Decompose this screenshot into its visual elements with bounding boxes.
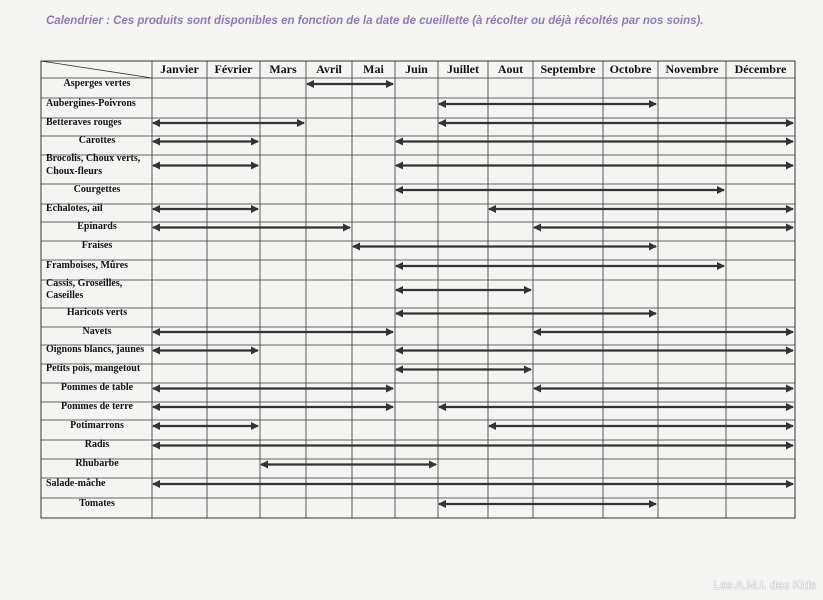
product-label (42, 200, 152, 218)
product-label-line: Courgettes (73, 183, 121, 195)
month-header: Juin (405, 62, 428, 76)
month-header: Septembre (540, 62, 596, 76)
month-header: Avril (316, 62, 342, 76)
product-label (42, 94, 152, 114)
product-label-line: Rhubarbe (75, 458, 119, 470)
month-header: Octobre (609, 62, 652, 76)
product-label (42, 379, 152, 398)
product-label-line: Haricots verts (66, 307, 128, 319)
product-label-line: Framboises, Mûres (46, 259, 129, 271)
product-label (42, 74, 152, 94)
product-label (42, 114, 152, 132)
product-label-line: Petits pois, mangetout (46, 363, 141, 375)
product-label-line: Radis (84, 439, 110, 451)
month-header: Janvier (160, 62, 199, 76)
product-label (42, 323, 152, 341)
product-label-line: Caseilles (46, 290, 84, 301)
product-label (42, 398, 152, 416)
product-label-line: Epinards (77, 221, 117, 233)
product-label-line: Carottes (78, 135, 116, 147)
product-label-line: Brocolis, Choux verts, (46, 153, 141, 164)
product-label (42, 151, 152, 180)
product-label-line: Fraises (81, 240, 113, 252)
watermark: Les A.M.I. des Kids (713, 578, 816, 592)
product-label-line: Salade-mâche (46, 477, 106, 489)
product-label-line: Choux-fleurs (46, 165, 103, 177)
month-header: Aout (497, 62, 524, 76)
month-header: Novembre (665, 62, 719, 76)
product-label (42, 341, 152, 360)
month-header: Mai (363, 62, 384, 76)
product-label-line: Potimarrons (70, 419, 124, 431)
product-label-line: Navets (82, 325, 112, 337)
product-label (42, 256, 152, 276)
product-label (42, 276, 152, 304)
page-title: Calendrier : Ces produits sont disponibles en fonction de la date de cueillette (à récolter ou déjà récoltés par nos soins). (46, 15, 704, 27)
product-label (42, 416, 152, 436)
product-label (42, 474, 152, 494)
month-header: Juillet (447, 62, 479, 76)
product-label (42, 494, 152, 514)
product-label (42, 132, 152, 151)
product-label-line: Cassis, Groseilles, (46, 277, 123, 289)
product-label (42, 180, 152, 200)
product-label-line: Echalotes, ail (46, 202, 103, 214)
product-label-line: Pommes de terre (60, 400, 133, 412)
product-label (42, 218, 152, 237)
product-label-line: Asperges vertes (63, 77, 131, 89)
product-label-line: Tomates (79, 497, 115, 509)
product-label (42, 455, 152, 474)
product-label (42, 237, 152, 256)
product-label-line: Pommes de table (60, 382, 134, 394)
month-header: Février (214, 62, 253, 76)
month-header: Décembre (734, 62, 787, 76)
month-header: Mars (269, 62, 297, 76)
product-label-line: Oignons blancs, jaunes (46, 344, 145, 356)
product-label (42, 436, 152, 455)
product-label (42, 360, 152, 379)
product-label-line: Betteraves rouges (46, 116, 122, 128)
product-label-line: Aubergines-Poivrons (46, 97, 136, 109)
product-label (42, 304, 152, 323)
